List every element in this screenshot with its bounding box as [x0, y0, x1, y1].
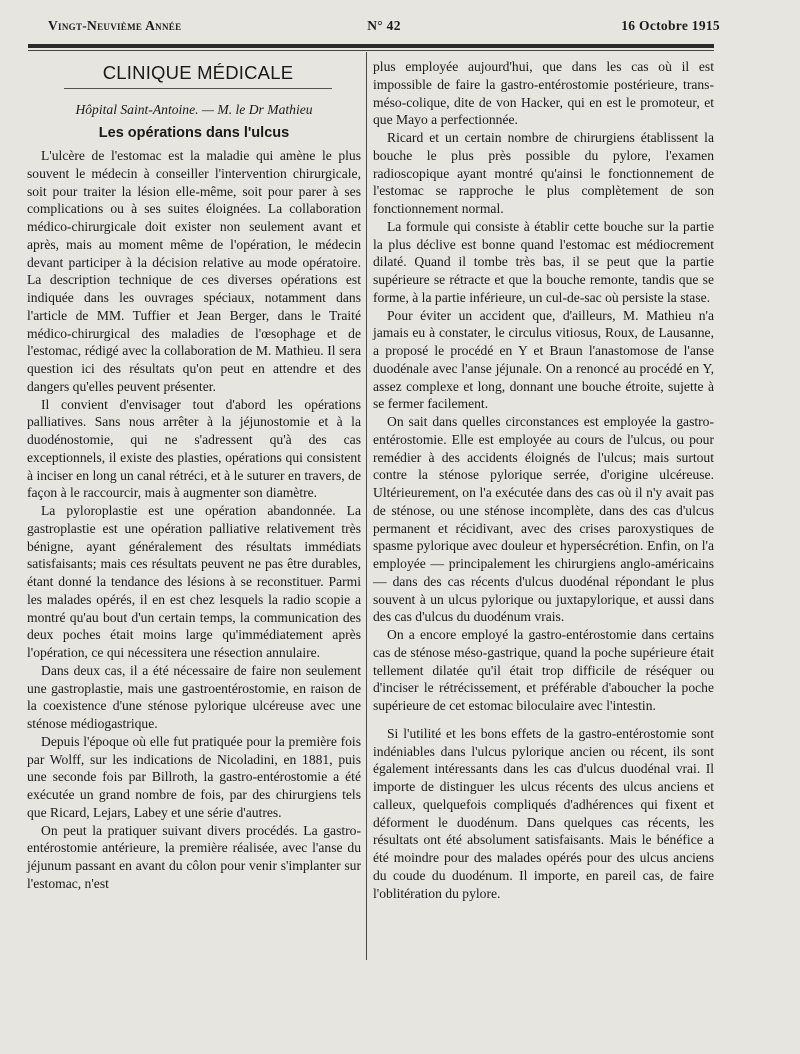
header-rule-thin [28, 50, 714, 51]
header-date: 16 Octobre 1915 [621, 18, 720, 33]
paragraph: La formule qui consiste à établir cette bouche sur la partie la plus déclive est bonne quand l'estomac est médiocrement dilaté. Quand il tombe très bas, il se peut que la partie supérieure se rétracte et que la bouche remonte, tandis que se forme, à la partie inférieure, un cul-de-sac où persiste la stase. [373, 218, 714, 305]
paragraph: Depuis l'époque où elle fut pratiquée pour la première fois par Wolff, sur les indications de Nicoladini, en 1881, puis une seconde fois par Billroth, la gastro-entérostomie a été exécutée un grand nombre de fois, par des chirurgiens tels que Ricard, Lejars, Labey et une série d'autres. [27, 733, 361, 820]
hospital-byline: Hôpital Saint-Antoine. — M. le Dr Mathieu [75, 102, 313, 117]
header-issue-number: N° 42 [367, 18, 401, 33]
paragraph: plus employée aujourd'hui, que dans les cas où il est impossible de faire la gastro-entérostomie postérieure, trans-méso-colique, dite de von Hacker, qui en est le promoteur, et que Mayo a perfectionnée. [373, 59, 714, 128]
paragraph: Pour éviter un accident que, d'ailleurs, M. Mathieu n'a jamais eu à constater, le circulus vitiosus, Roux, de Lausanne, a proposé le procédé en Y et Braun l'anastomose de l'anse duodénale avec l'anse jéjunale. On a renoncé au procédé en Y, assez complexe et long, donnant une bouche étroite, sujette à se fermer facilement. [373, 307, 714, 412]
paragraph: Si l'utilité et les bons effets de la gastro-entérostomie sont indéniables dans l'ulcus pylorique ancien ou récent, ils sont également intéressants dans les cas d'ulcus duodénal vrai. Il importe de distinguer les ulcus récents des ulcus anciens et calleux, quelquefois compliqués d'adhérences qui fixent et déforment le duodénum. Dans quelques cas récents, les résultats ont été absolument satisfaisants. Mais le bénéfice a été moindre pour des malades opérés pour des ulcus anciens du coude du duodénum. Il importe, en pareil cas, de faire l'oblitération du pylore. [373, 725, 714, 901]
paragraph: On sait dans quelles circonstances est employée la gastro-entérostomie. Elle est employée au cours de l'ulcus, ou pour remédier à des accidents éloignés de l'ulcus; mais surtout contre la sténose pylorique serrée, d'origine ulcéreuse. Ultérieurement, on l'a exécutée dans des cas où il n'y avait pas de sténose, ou une sténose incomplète, dans des cas d'ulcus permanent et récidivant, avec des crises paroxystiques de spasme pylorique avec douleur et hypersécrétion. Enfin, on l'a employée — principalement les chirurgiens anglo-américains — dans des cas récents d'ulcus duodénal répondant le plus souvent à un ulcus pylorique ou juxtapylorique, et aussi dans des cas d'ulcus du duodénum vrais. [373, 414, 714, 625]
paragraph: On peut la pratiquer suivant divers procédés. La gastro-entérostomie antérieure, la première réalisée, avec l'anse du jéjunum passant en avant du côlon pour venir s'implanter sur l'estomac, n'est [27, 822, 361, 891]
paragraph: Ricard et un certain nombre de chirurgiens établissent la bouche le plus près possible du pylore, l'examen radioscopique ayant montré qu'ainsi le fonctionnement de l'estomac se rapproche le plus complètement de son fonctionnement normal. [373, 130, 714, 216]
paragraph: Il convient d'envisager tout d'abord les opérations palliatives. Sans nous arrêter à la jéjunostomie et à la duodénostomie, qui ne s'adressent qu'à des cas exceptionnels, il existe des plasties, opérations qui consistent à inciser en long un canal rétréci, et à le suturer en travers, de façon à le raccourcir, mais à augmenter son diamètre. [27, 396, 361, 501]
article-title: Les opérations dans l'ulcus [98, 125, 290, 141]
header-rule-thick [28, 44, 714, 48]
right-column [373, 58, 714, 902]
header-volume: Vingt-Neuvième Année [48, 18, 182, 33]
left-column [27, 58, 361, 893]
paragraph: On a encore employé la gastro-entérostomie dans certains cas de sténose méso-gastrique, quand la poche supérieure était tellement dilatée qu'il était trop difficile de réséquer ou d'inciser le rétrécissement, et préférable d'aboucher la poche supérieure de cet estomac biloculaire avec l'intestin. [373, 627, 714, 713]
column-divider [366, 52, 367, 960]
paragraph: L'ulcère de l'estomac est la maladie qui amène le plus souvent le médecin à conseiller l'intervention chirurgicale, soit pour traiter la lésion elle-même, soit pour parer à ses complications ou à ses suites éloignées. La collaboration médico-chirurgicale doit exister non seulement avant et après, mais au moment même de l'opération, le médecin devant participer à la décision relative au mode opératoire. La description technique de ces diverses opérations est indiquée dans les ouvrages spéciaux, notamment dans l'article de MM. Tuffier et Jean Berger, dans le Traité médico-chirurgical des maladies de l'œsophage et de l'estomac, rédigé avec la collaboration de M. Mathieu. Il sera question ici des résultats qu'on peut en attendre et des dangers qu'elles peuvent présenter. [27, 148, 361, 394]
paragraph: La pyloroplastie est une opération abandonnée. La gastroplastie est une opération palliative relativement très bénigne, ayant généralement des résultats immédiats satisfaisants; mais ces résultats peuvent ne pas être durables, étant donné la tendance des lésions à se reconstituer. Parmi les malades opérés, il en est chez lesquels la radio scopie a montré qu'au bout d'un certain temps, la communication des deux poches était moins large qu'immédiatement après l'opération, ce qui nécessitera une résection annulaire. [27, 503, 361, 660]
section-title: CLINIQUE MÉDICALE [64, 62, 332, 89]
page-header [48, 18, 720, 42]
paragraph: Dans deux cas, il a été nécessaire de faire non seulement une gastroplastie, mais une gastroentérostomie, en raison de la coexistence d'une sténose pylorique ulcéreuse avec une sténose médiogastrique. [27, 662, 361, 731]
